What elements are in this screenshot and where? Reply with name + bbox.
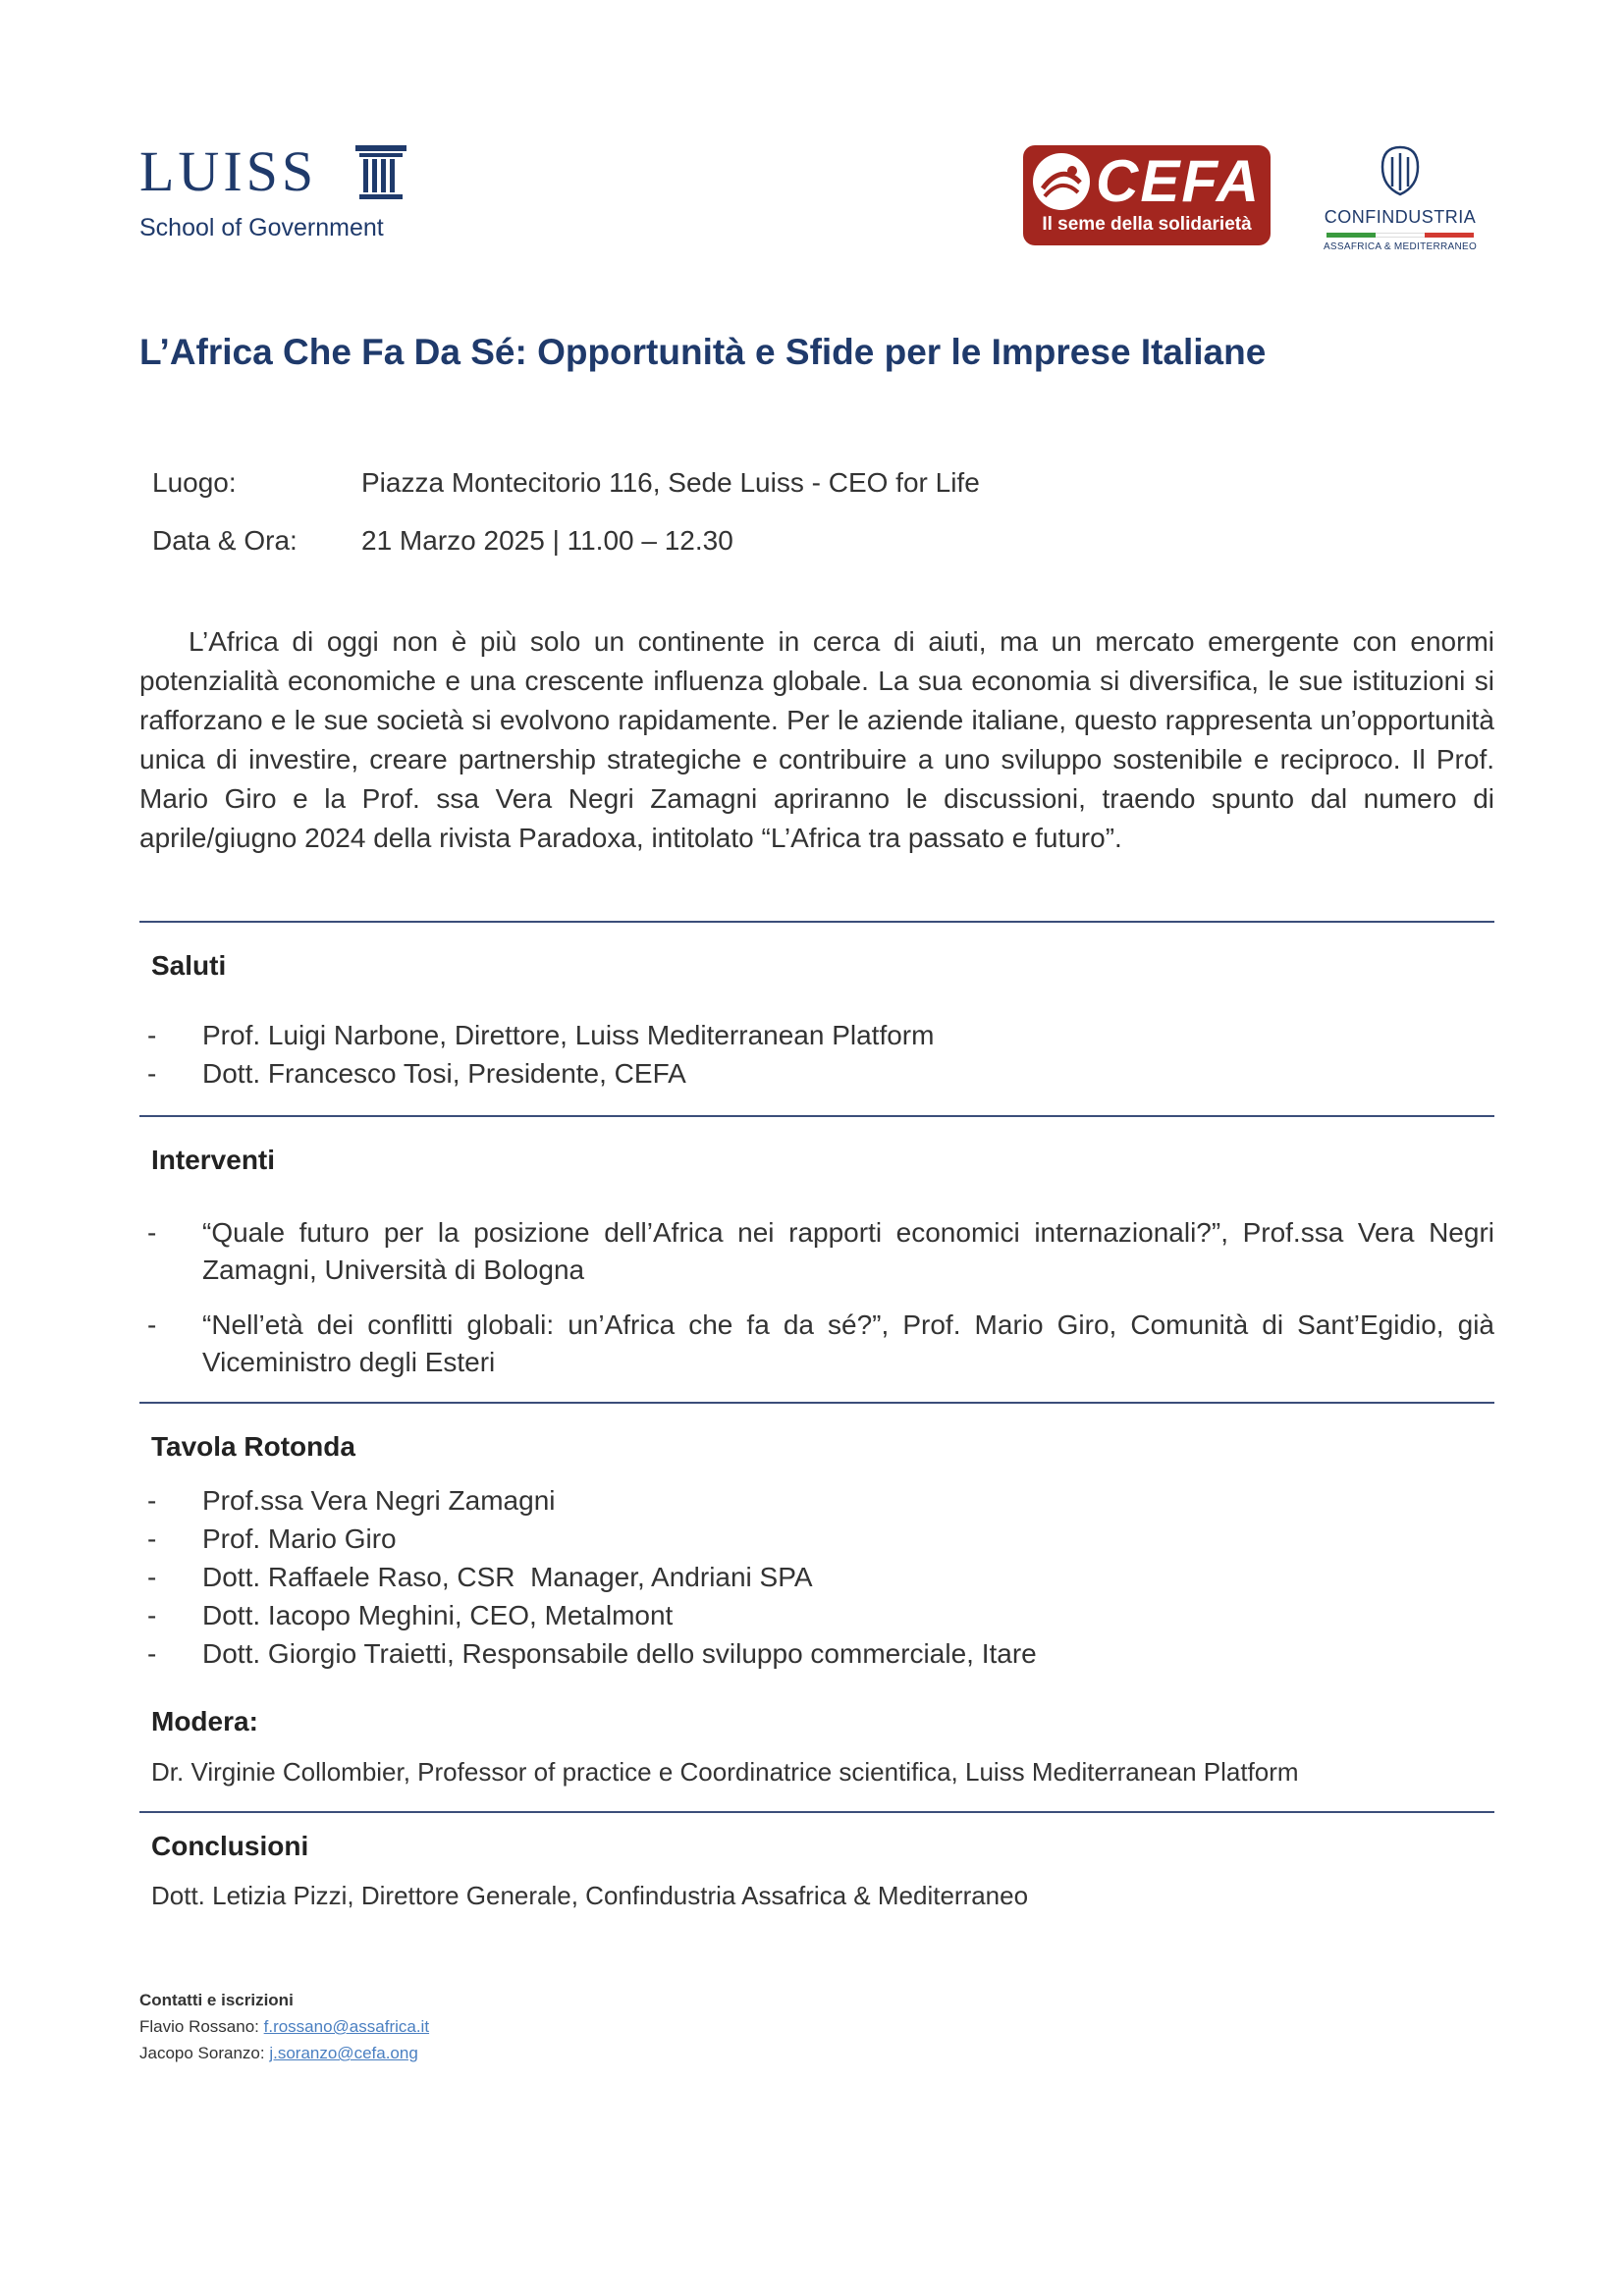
- cefa-tagline: Il seme della solidarietà: [1042, 214, 1252, 235]
- column-icon: [355, 145, 406, 205]
- list-item: [147, 1307, 1494, 1381]
- bullet-dash: -: [147, 1562, 157, 1592]
- section-heading-saluti: Saluti: [151, 950, 227, 981]
- list-item: [147, 1055, 1494, 1093]
- list-item: [147, 1635, 1494, 1673]
- conclusion-text: Dott. Letizia Pizzi, Direttore Generale, Confindustria Assafrica & Mediterraneo: [151, 1881, 1029, 1910]
- list-item-text: Dott. Iacopo Meghini, CEO, Metalmont: [202, 1600, 674, 1630]
- cefa-logo: [1023, 145, 1271, 245]
- bullet-dash: -: [147, 1523, 157, 1554]
- luiss-subtitle: School of Government: [139, 214, 384, 241]
- cefa-wordmark: CEFA: [1096, 148, 1262, 214]
- divider: [139, 1811, 1494, 1813]
- list-item-text: Prof.ssa Vera Negri Zamagni: [202, 1485, 556, 1516]
- date-value: 21 Marzo 2025 | 11.00 – 12.30: [361, 525, 733, 556]
- section-heading-tavola-rotonda: Tavola Rotonda: [151, 1431, 355, 1462]
- intro-paragraph: [139, 622, 1494, 858]
- bullet-dash: -: [147, 1309, 157, 1340]
- contact-email-link[interactable]: j.soranzo@cefa.ong: [269, 2044, 418, 2062]
- moderator-text: Dr. Virginie Collombier, Professor of practice e Coordinatrice scientifica, Luiss Mediterranean Platform: [151, 1757, 1299, 1787]
- divider: [139, 921, 1494, 923]
- place-label: Luogo:: [152, 467, 237, 498]
- confindustria-subtitle: ASSAFRICA & MEDITERRANEO: [1323, 241, 1478, 252]
- divider: [139, 1115, 1494, 1117]
- list-item: [147, 1017, 1494, 1054]
- bullet-dash: -: [147, 1058, 157, 1089]
- divider: [139, 1402, 1494, 1404]
- italian-flag-stripe: [1326, 233, 1474, 238]
- place-value: Piazza Montecitorio 116, Sede Luiss - CEO for Life: [361, 467, 980, 498]
- list-item: [147, 1521, 1494, 1558]
- section-heading-interventi: Interventi: [151, 1145, 276, 1175]
- section-heading-modera: Modera:: [151, 1706, 258, 1736]
- list-item: [147, 1559, 1494, 1596]
- list-item: [147, 1482, 1494, 1520]
- list-item-text: Prof. Luigi Narbone, Direttore, Luiss Mediterranean Platform: [202, 1020, 935, 1050]
- list-item-text: Dott. Raffaele Raso, CSR Manager, Andriani SPA: [202, 1562, 813, 1592]
- bullet-dash: -: [147, 1600, 157, 1630]
- luiss-logo: [139, 139, 384, 242]
- confindustria-name: CONFINDUSTRIA: [1324, 207, 1477, 227]
- page-title: L’Africa Che Fa Da Sé: Opportunità e Sfide per le Imprese Italiane: [139, 332, 1267, 372]
- bullet-dash: -: [147, 1485, 157, 1516]
- confindustria-emblem-icon: [1375, 143, 1426, 198]
- list-item-text: “Nell’età dei conflitti globali: un’Africa che fa da sé?”, Prof. Mario Giro, Comunità di Sant’Egidio, già Viceministro degli Esteri: [202, 1309, 1494, 1377]
- intro-text: L’Africa di oggi non è più solo un continente in cerca di aiuti, ma un mercato emergente con enormi potenzialità economiche e una crescente influenza globale. La sua economia si diversifica, le sue istituzioni si rafforzano e le sue società si evolvono rapidamente. Per le aziende italiane, questo rappresenta un’opportunità unica di investire, creare partnership strategiche e contribuire a uno sviluppo sostenibile e reciproco. Il Prof. Mario Giro e la Prof. ssa Vera Negri Zamagni apriranno le discussioni, traendo spunto dal numero di aprile/giugno 2024 della rivista Paradoxa, intitolato “L’Africa tra passato e futuro”.: [139, 626, 1494, 853]
- bullet-dash: -: [147, 1020, 157, 1050]
- contact-row: [139, 2013, 429, 2040]
- contacts-heading: Contatti e iscrizioni: [139, 1991, 294, 2009]
- list-item: [147, 1597, 1494, 1634]
- contact-name: Flavio Rossano:: [139, 2017, 259, 2036]
- contact-email-link[interactable]: f.rossano@assafrica.it: [263, 2017, 430, 2036]
- confindustria-logo: [1322, 143, 1479, 252]
- section-heading-conclusioni: Conclusioni: [151, 1831, 309, 1861]
- list-item-text: Prof. Mario Giro: [202, 1523, 397, 1554]
- bullet-dash: -: [147, 1217, 157, 1248]
- contacts-block: [139, 1987, 429, 2066]
- list-item-text: “Quale futuro per la posizione dell’Africa nei rapporti economici internazionali?”, Prof.ssa Vera Negri Zamagni, Università di Bologna: [202, 1217, 1494, 1285]
- list-item-text: Dott. Giorgio Traietti, Responsabile dello sviluppo commerciale, Itare: [202, 1638, 1037, 1669]
- luiss-wordmark: LUISS: [139, 139, 318, 203]
- list-item-text: Dott. Francesco Tosi, Presidente, CEFA: [202, 1058, 686, 1089]
- bullet-dash: -: [147, 1638, 157, 1669]
- cefa-seed-icon: [1033, 153, 1090, 210]
- contact-row: [139, 2040, 429, 2066]
- list-item: [147, 1214, 1494, 1289]
- date-label: Data & Ora:: [152, 525, 298, 556]
- contact-name: Jacopo Soranzo:: [139, 2044, 265, 2062]
